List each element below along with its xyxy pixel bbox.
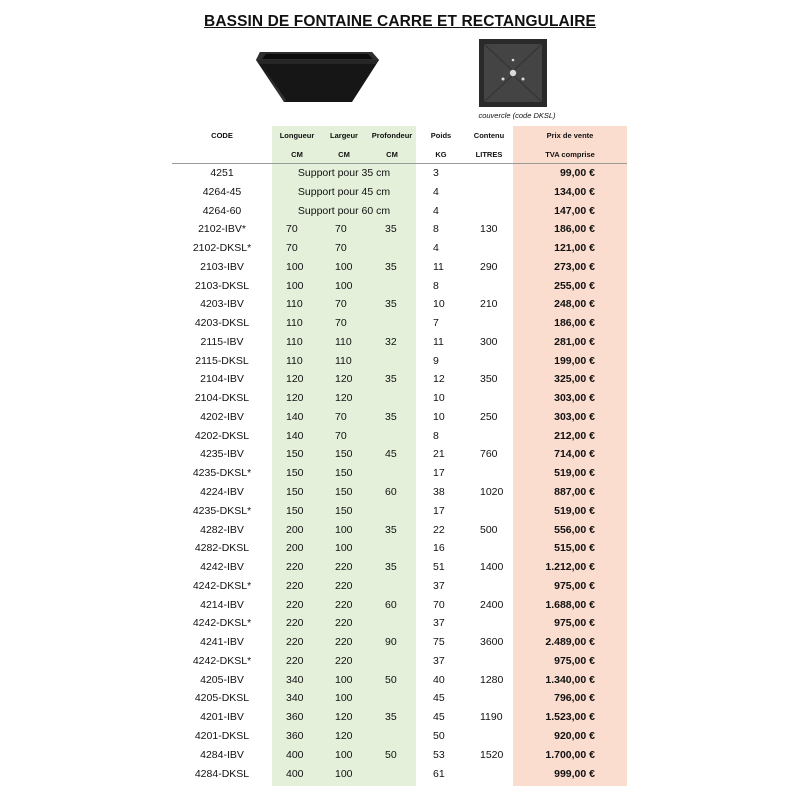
row-longueur: 360 xyxy=(286,711,304,724)
row-profondeur: 50 xyxy=(385,673,397,686)
row-poids: 7 xyxy=(433,317,439,330)
row-contenu: 2400 xyxy=(480,598,504,611)
row-contenu: 130 xyxy=(480,223,498,236)
row-prix: 186,00 € xyxy=(554,223,595,236)
price-table-body xyxy=(0,164,800,783)
header-contenu-unit: LITRES xyxy=(475,150,503,159)
row-prix: 975,00 € xyxy=(554,617,595,630)
row-code: 2104-IBV xyxy=(200,373,244,386)
row-code: 4202-DKSL xyxy=(194,429,250,442)
row-prix: 920,00 € xyxy=(554,729,595,742)
row-code: 2103-IBV xyxy=(200,260,244,273)
row-contenu: 500 xyxy=(480,523,498,536)
row-longueur: 120 xyxy=(286,392,304,405)
row-poids: 8 xyxy=(433,279,439,292)
lid-image xyxy=(478,38,548,108)
row-prix: 519,00 € xyxy=(554,504,595,517)
row-poids: 40 xyxy=(433,673,445,686)
row-longueur: 140 xyxy=(286,429,304,442)
row-contenu: 1400 xyxy=(480,561,504,574)
row-poids: 10 xyxy=(433,298,445,311)
row-largeur: 110 xyxy=(335,354,352,367)
row-longueur: 150 xyxy=(286,467,304,480)
row-largeur: 220 xyxy=(335,598,353,611)
header-prix: Prix de vente xyxy=(546,131,594,140)
row-largeur: 110 xyxy=(335,335,352,348)
row-prix: 325,00 € xyxy=(554,373,595,386)
row-prix: 212,00 € xyxy=(554,429,595,442)
row-poids: 37 xyxy=(433,654,445,667)
row-longueur: 110 xyxy=(286,317,303,330)
table-row xyxy=(0,633,800,652)
row-prix: 1.340,00 € xyxy=(545,673,595,686)
row-support: Support pour 60 cm xyxy=(297,204,391,217)
row-longueur: 100 xyxy=(286,279,304,292)
table-row xyxy=(0,558,800,577)
row-poids: 16 xyxy=(433,542,445,555)
row-largeur: 150 xyxy=(335,467,353,480)
row-largeur: 120 xyxy=(335,373,353,386)
row-code: 4201-DKSL xyxy=(194,729,250,742)
header-largeur-unit: CM xyxy=(338,150,350,159)
row-prix: 186,00 € xyxy=(554,317,595,330)
row-code: 4235-IBV xyxy=(200,448,244,461)
table-row xyxy=(0,483,800,502)
row-poids: 8 xyxy=(433,429,439,442)
row-code: 4284-DKSL xyxy=(194,767,250,780)
row-longueur: 150 xyxy=(286,486,304,499)
table-row xyxy=(0,689,800,708)
row-largeur: 220 xyxy=(335,561,353,574)
row-prix: 975,00 € xyxy=(554,654,595,667)
row-profondeur: 35 xyxy=(385,373,397,386)
table-row xyxy=(0,202,800,221)
row-code: 4202-IBV xyxy=(200,410,244,423)
header-longueur-unit: CM xyxy=(291,150,303,159)
row-poids: 37 xyxy=(433,617,445,630)
row-longueur: 110 xyxy=(286,354,303,367)
row-profondeur: 45 xyxy=(385,448,397,461)
row-code: 2103-DKSL xyxy=(194,279,250,292)
row-profondeur: 35 xyxy=(385,410,397,423)
row-largeur: 100 xyxy=(335,692,353,705)
row-largeur: 220 xyxy=(335,636,353,649)
row-prix: 887,00 € xyxy=(554,486,595,499)
row-prix: 515,00 € xyxy=(554,542,595,555)
row-contenu: 300 xyxy=(480,335,498,348)
page-title: BASSIN DE FONTAINE CARRE ET RECTANGULAIRE xyxy=(204,13,596,30)
header-profondeur-unit: CM xyxy=(386,150,398,159)
row-largeur: 220 xyxy=(335,579,353,592)
row-profondeur: 35 xyxy=(385,561,397,574)
table-row xyxy=(0,427,800,446)
row-code: 4235-DKSL* xyxy=(192,504,252,517)
header-code: CODE xyxy=(211,131,233,140)
row-prix: 714,00 € xyxy=(554,448,595,461)
row-code: 4242-IBV xyxy=(200,561,244,574)
row-longueur: 100 xyxy=(286,260,304,273)
row-poids: 22 xyxy=(433,523,445,536)
row-longueur: 70 xyxy=(286,242,298,255)
row-largeur: 120 xyxy=(335,392,353,405)
row-code: 4264-45 xyxy=(202,185,242,198)
row-code: 4251 xyxy=(210,167,234,179)
row-profondeur: 32 xyxy=(385,335,397,348)
row-code: 4205-DKSL xyxy=(194,692,250,705)
table-row xyxy=(0,352,800,371)
table-row xyxy=(0,746,800,765)
table-row xyxy=(0,464,800,483)
row-poids: 45 xyxy=(433,711,445,724)
row-longueur: 220 xyxy=(286,561,304,574)
row-prix: 1.212,00 € xyxy=(545,561,595,574)
row-code: 4224-IBV xyxy=(200,486,244,499)
table-row xyxy=(0,295,800,314)
row-contenu: 250 xyxy=(480,410,498,423)
row-contenu: 3600 xyxy=(480,636,504,649)
row-poids: 17 xyxy=(433,504,445,517)
row-contenu: 210 xyxy=(480,298,498,311)
row-poids: 21 xyxy=(433,448,445,461)
row-largeur: 70 xyxy=(335,317,347,330)
row-poids: 12 xyxy=(433,373,445,386)
table-row xyxy=(0,445,800,464)
row-largeur: 100 xyxy=(335,279,353,292)
row-code: 4284-IBV xyxy=(200,748,244,761)
row-poids: 8 xyxy=(433,223,439,236)
table-row xyxy=(0,258,800,277)
row-prix: 199,00 € xyxy=(554,354,595,367)
row-code: 2102-IBV* xyxy=(198,223,246,236)
table-row xyxy=(0,164,800,183)
row-longueur: 70 xyxy=(286,223,298,236)
row-code: 4282-DKSL xyxy=(194,542,250,555)
row-longueur: 150 xyxy=(286,448,304,461)
row-poids: 3 xyxy=(433,167,439,179)
row-largeur: 70 xyxy=(335,242,347,255)
row-largeur: 150 xyxy=(335,504,353,517)
row-poids: 61 xyxy=(433,767,445,780)
row-profondeur: 35 xyxy=(385,298,397,311)
row-longueur: 200 xyxy=(286,542,304,555)
row-longueur: 200 xyxy=(286,523,304,536)
row-longueur: 120 xyxy=(286,373,304,386)
header-profondeur: Profondeur xyxy=(371,131,413,140)
row-poids: 11 xyxy=(433,335,444,348)
row-profondeur: 90 xyxy=(385,636,397,649)
row-poids: 50 xyxy=(433,729,445,742)
row-poids: 11 xyxy=(433,260,444,273)
row-contenu: 1190 xyxy=(480,711,503,724)
row-prix: 248,00 € xyxy=(554,298,595,311)
row-longueur: 400 xyxy=(286,748,304,761)
lid-caption: couvercle (code DKSL) xyxy=(478,111,556,120)
row-profondeur: 60 xyxy=(385,598,397,611)
row-prix: 147,00 € xyxy=(554,204,595,217)
row-code: 4241-IBV xyxy=(200,636,244,649)
row-profondeur: 35 xyxy=(385,260,397,273)
row-code: 4264-60 xyxy=(202,204,242,217)
row-largeur: 150 xyxy=(335,486,353,499)
table-row xyxy=(0,239,800,258)
header-poids-unit: KG xyxy=(435,150,447,159)
row-prix: 999,00 € xyxy=(554,767,595,780)
row-prix: 1.688,00 € xyxy=(545,598,595,611)
table-row xyxy=(0,539,800,558)
table-row xyxy=(0,408,800,427)
row-poids: 10 xyxy=(433,392,445,405)
row-poids: 4 xyxy=(433,185,439,198)
row-largeur: 100 xyxy=(335,767,353,780)
row-largeur: 70 xyxy=(335,429,347,442)
row-longueur: 220 xyxy=(286,654,304,667)
row-prix: 303,00 € xyxy=(554,410,595,423)
header-prix-sub: TVA comprise xyxy=(545,150,595,159)
header-poids: Poids xyxy=(430,131,452,140)
table-row xyxy=(0,652,800,671)
row-longueur: 340 xyxy=(286,692,304,705)
row-largeur: 120 xyxy=(335,729,353,742)
row-longueur: 220 xyxy=(286,598,304,611)
row-prix: 975,00 € xyxy=(554,579,595,592)
table-row xyxy=(0,220,800,239)
table-row xyxy=(0,370,800,389)
row-code: 2104-DKSL xyxy=(194,392,250,405)
row-prix: 519,00 € xyxy=(554,467,595,480)
table-row xyxy=(0,333,800,352)
row-profondeur: 35 xyxy=(385,223,397,236)
row-prix: 1.700,00 € xyxy=(545,748,595,761)
row-contenu: 350 xyxy=(480,373,498,386)
table-row xyxy=(0,708,800,727)
row-longueur: 340 xyxy=(286,673,304,686)
row-largeur: 70 xyxy=(335,223,347,236)
row-code: 4201-IBV xyxy=(200,711,244,724)
row-longueur: 150 xyxy=(286,504,304,517)
row-poids: 45 xyxy=(433,692,445,705)
row-profondeur: 35 xyxy=(385,523,397,536)
row-contenu: 1280 xyxy=(480,673,504,686)
row-longueur: 110 xyxy=(286,335,303,348)
row-largeur: 100 xyxy=(335,523,353,536)
table-row xyxy=(0,577,800,596)
table-row xyxy=(0,765,800,784)
header-longueur: Longueur xyxy=(279,131,315,140)
row-prix: 303,00 € xyxy=(554,392,595,405)
table-row xyxy=(0,277,800,296)
row-poids: 51 xyxy=(433,561,445,574)
table-row xyxy=(0,389,800,408)
row-prix: 255,00 € xyxy=(554,279,595,292)
row-profondeur: 35 xyxy=(385,711,397,724)
row-prix: 281,00 € xyxy=(554,335,595,348)
row-code: 4235-DKSL* xyxy=(192,467,252,480)
row-largeur: 100 xyxy=(335,748,353,761)
row-prix: 273,00 € xyxy=(554,260,595,273)
table-row xyxy=(0,671,800,690)
row-contenu: 1520 xyxy=(480,748,504,761)
row-poids: 17 xyxy=(433,467,445,480)
row-largeur: 70 xyxy=(335,410,347,423)
row-largeur: 70 xyxy=(335,298,347,311)
basin-image xyxy=(252,44,382,106)
row-prix: 2.489,00 € xyxy=(545,636,595,649)
row-code: 4205-IBV xyxy=(200,673,244,686)
row-longueur: 220 xyxy=(286,636,304,649)
row-poids: 4 xyxy=(433,242,439,255)
row-longueur: 140 xyxy=(286,410,304,423)
table-row xyxy=(0,521,800,540)
row-contenu: 760 xyxy=(480,448,498,461)
row-largeur: 220 xyxy=(335,617,353,630)
row-largeur: 120 xyxy=(335,711,353,724)
row-largeur: 100 xyxy=(335,260,353,273)
row-poids: 4 xyxy=(433,204,439,217)
row-prix: 556,00 € xyxy=(554,523,595,536)
row-code: 2102-DKSL* xyxy=(192,242,252,255)
table-row xyxy=(0,183,800,202)
header-contenu: Contenu xyxy=(473,131,505,140)
row-largeur: 100 xyxy=(335,542,353,555)
row-code: 4203-IBV xyxy=(200,298,244,311)
row-code: 2115-DKSL xyxy=(195,354,249,367)
row-code: 4242-DKSL* xyxy=(192,617,252,630)
row-largeur: 100 xyxy=(335,673,353,686)
row-support: Support pour 35 cm xyxy=(297,167,391,179)
row-code: 4282-IBV xyxy=(200,523,244,536)
row-prix: 121,00 € xyxy=(554,242,595,255)
row-prix: 1.523,00 € xyxy=(545,711,595,724)
row-poids: 10 xyxy=(433,410,445,423)
header-largeur: Largeur xyxy=(330,131,358,140)
row-poids: 75 xyxy=(433,636,445,649)
row-code: 2115-IBV xyxy=(200,335,244,348)
row-poids: 38 xyxy=(433,486,445,499)
table-row xyxy=(0,727,800,746)
row-longueur: 220 xyxy=(286,579,304,592)
row-profondeur: 60 xyxy=(385,486,397,499)
row-largeur: 150 xyxy=(335,448,353,461)
row-prix: 99,00 € xyxy=(559,167,595,179)
table-row xyxy=(0,502,800,521)
row-longueur: 110 xyxy=(286,298,303,311)
row-prix: 134,00 € xyxy=(554,185,595,198)
row-poids: 70 xyxy=(433,598,445,611)
row-prix: 796,00 € xyxy=(554,692,595,705)
table-row xyxy=(0,614,800,633)
table-row xyxy=(0,596,800,615)
row-largeur: 220 xyxy=(335,654,353,667)
row-code: 4242-DKSL* xyxy=(192,579,252,592)
row-code: 4214-IBV xyxy=(200,598,244,611)
row-longueur: 400 xyxy=(286,767,304,780)
row-code: 4203-DKSL xyxy=(194,317,250,330)
row-poids: 9 xyxy=(433,354,439,367)
table-row xyxy=(0,314,800,333)
row-contenu: 290 xyxy=(480,260,498,273)
row-contenu: 1020 xyxy=(480,486,504,499)
row-code: 4242-DKSL* xyxy=(192,654,252,667)
row-support: Support pour 45 cm xyxy=(297,185,391,198)
row-profondeur: 50 xyxy=(385,748,397,761)
row-poids: 37 xyxy=(433,579,445,592)
row-longueur: 220 xyxy=(286,617,304,630)
row-poids: 53 xyxy=(433,748,445,761)
row-longueur: 360 xyxy=(286,729,304,742)
